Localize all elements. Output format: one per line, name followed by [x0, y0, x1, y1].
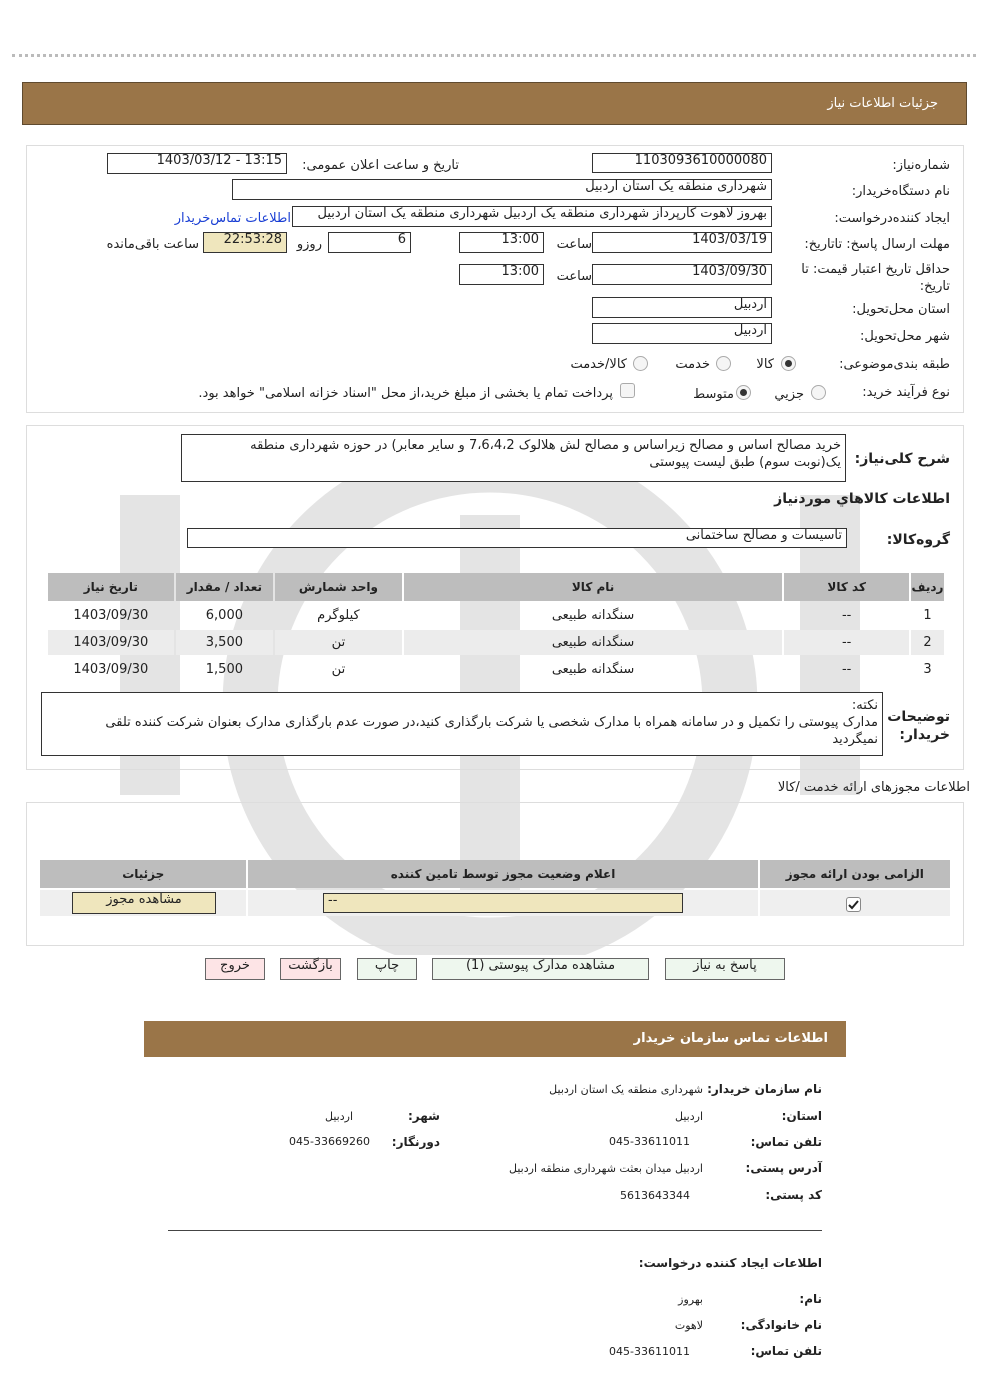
cell-date: 1403/09/30	[48, 630, 174, 655]
permit-status-header: اعلام وضعیت مجوز توسط تامین کننده	[248, 860, 757, 888]
cell-row: 3	[923, 662, 932, 677]
category-service-radio[interactable]	[716, 356, 731, 371]
buyer-contact-link[interactable]: اطلاعات تماس‌خریدار	[174, 211, 291, 226]
need-number-label: شماره‌نیاز:	[892, 158, 950, 173]
remaining-time-field: 22:53:28	[203, 232, 287, 253]
goods-table-header	[48, 573, 944, 601]
buyer-notes-label-line-2: خریدار:	[899, 727, 950, 743]
permit-status-field: --	[323, 893, 683, 913]
description-field	[181, 434, 846, 482]
permit-required-header: الزامی بودن ارائه مجوز	[760, 860, 950, 888]
validity-time-label: ساعت	[556, 269, 592, 284]
table-row	[48, 603, 944, 628]
creator-family-value: لاهوت	[674, 1319, 703, 1332]
announce-label: تاریخ و ساعت اعلان عمومی:	[302, 158, 459, 173]
col-qty-header: تعداد / مقدار	[176, 573, 274, 601]
process-medium-radio[interactable]	[736, 385, 751, 400]
checkmark-icon	[847, 898, 860, 911]
creator-label: ایجاد کننده‌درخواست:	[834, 211, 950, 226]
col-code-header: کد کالا	[784, 573, 909, 601]
creator-field: بهروز لاهوت کارپرداز شهرداری منطقه یک اردبیل شهرداری منطقه یک استان اردبیل	[292, 206, 772, 227]
cell-row: 1	[923, 608, 932, 623]
table-row	[48, 630, 944, 655]
creator-phone-label: تلفن تماس:	[750, 1344, 822, 1358]
col-date-header: تاریخ نیاز	[48, 573, 174, 601]
col-name-header: نام کالا	[404, 573, 783, 601]
validity-date-field: 1403/09/30	[592, 264, 772, 285]
cell-name: سنگدانه طبیعی	[551, 662, 635, 677]
cell-name: سنگدانه طبیعی	[551, 608, 635, 623]
buyer-notes-line-3: نمیگردید	[832, 732, 878, 747]
page-title: جزئیات اطلاعات نیاز	[827, 96, 938, 111]
contact-city-label: شهر:	[408, 1109, 440, 1123]
process-minor-radio[interactable]	[811, 385, 826, 400]
cell-unit: کیلوگرم	[317, 608, 360, 623]
contact-fax-label: دورنگار:	[391, 1135, 440, 1149]
validity-time-field: 13:00	[459, 264, 544, 285]
exit-button[interactable]: خروج	[205, 958, 265, 980]
contact-divider	[168, 1230, 822, 1231]
col-unit-header: واحد شمارش	[275, 573, 402, 601]
cell-row: 2	[911, 630, 944, 655]
cell-date: 1403/09/30	[73, 662, 149, 677]
process-minor-label: جزيي	[774, 387, 804, 402]
contact-org-value: شهرداری منطقه یک استان اردبیل	[549, 1083, 703, 1096]
validity-label: حداقل تاریخ اعتبار قیمت: تا تاریخ:	[801, 262, 950, 294]
deadline-time-field: 13:00	[459, 232, 544, 253]
goods-table	[46, 571, 946, 684]
contact-fax-value: 045-33669260	[289, 1135, 370, 1148]
goods-info-title: اطلاعات کالاهاي مورد‌نیاز	[774, 491, 950, 507]
view-permit-button[interactable]: مشاهده مجوز	[72, 892, 216, 914]
contact-phone-label: تلفن تماس:	[750, 1135, 822, 1149]
cell-qty: 6,000	[205, 608, 243, 623]
deadline-time-label: ساعت	[556, 237, 592, 252]
province-field: اردبیل	[592, 297, 772, 318]
deadline-date-field: 1403/03/19	[592, 232, 772, 253]
cell-unit: تن	[275, 630, 402, 655]
buyer-notes-line-1: نکته:	[851, 698, 878, 713]
contact-postal-label: کد پستی:	[765, 1188, 822, 1202]
back-button[interactable]: بازگشت	[280, 958, 341, 980]
description-line-2: یک(نوبت سوم) طبق لیست پیوستی	[649, 455, 841, 470]
creator-phone-value: 045-33611011	[609, 1345, 690, 1358]
description-line-1: خرید مصالح اساس و مصالح زیراساس و مصالح لش هلالوک 7،6،4،2 و سایر معابر) در حوزه شهرداری منطقه	[250, 438, 841, 453]
contact-phone-value: 045-33611011	[609, 1135, 690, 1148]
treasury-payment-checkbox[interactable]	[620, 383, 635, 398]
permits-title: اطلاعات مجوزهای ارائه خدمت /کالا	[777, 780, 970, 795]
announce-field: 1403/03/12 - 13:15	[107, 153, 287, 174]
creator-info-title: اطلاعات ایجاد کننده درخواست:	[638, 1256, 822, 1270]
process-label: نوع فرآیند خرید:	[862, 385, 950, 400]
city-field: اردبیل	[592, 323, 772, 344]
remaining-label: ساعت باقی‌مانده	[106, 237, 199, 252]
province-label: استان محل‌تحویل:	[852, 302, 950, 317]
contact-org-label: نام سازمان خریدار:	[707, 1082, 822, 1096]
cell-code: --	[784, 630, 909, 655]
reply-button[interactable]: پاسخ به نیاز	[665, 958, 785, 980]
deadline-label: مهلت ارسال پاسخ: تاتاریخ:	[804, 237, 950, 252]
contact-address-label: آدرس پستی:	[745, 1161, 822, 1175]
treasury-payment-note: پرداخت تمام یا بخشی از مبلغ خرید،از محل "اسناد خزانه اسلامی" خواهد بود.	[198, 386, 613, 401]
cell-unit: تن	[331, 662, 346, 677]
creator-name-label: نام:	[799, 1292, 822, 1306]
process-medium-label: متوسط	[693, 387, 734, 402]
buyer-notes-label-line-1: توضیحات	[887, 709, 950, 725]
goods-group-label: گروه‌کالا:	[886, 532, 950, 548]
contact-province-value: اردبیل	[675, 1110, 703, 1123]
contact-title: اطلاعات تماس سازمان خریدار	[633, 1031, 828, 1046]
buyer-notes-field	[41, 692, 883, 756]
print-button[interactable]: چاپ	[357, 958, 417, 980]
col-row-header: ردیف	[911, 573, 944, 601]
permits-table-header	[40, 860, 950, 888]
buyer-notes-line-2: مدارک پیوستی را تکمیل و در سامانه همراه با مدارک شخصی یا شرکت بارگذاری کنید،در صورت عدم بارگذاری مدارک بعنوان شرکت کننده تلقی	[105, 715, 878, 730]
view-attachments-button[interactable]: مشاهده مدارک پیوستی (1)	[432, 958, 649, 980]
creator-family-label: نام خانوادگی:	[740, 1318, 822, 1332]
permit-details-header: جزئیات	[40, 860, 246, 888]
table-row	[48, 657, 944, 682]
contact-address-value: اردبیل میدان بعثت شهرداری منطقه اردبیل	[509, 1162, 703, 1175]
city-label: شهر محل‌تحویل:	[860, 329, 950, 344]
description-label: شرح کلی‌نیاز:	[854, 451, 950, 467]
buyer-notes-label	[887, 708, 950, 744]
creator-name-value: بهروز	[678, 1293, 703, 1306]
contact-title-bar	[144, 1021, 846, 1057]
category-both-label: کالا/خدمت	[570, 357, 627, 372]
top-divider	[12, 54, 976, 57]
category-service-label: خدمت	[675, 357, 710, 372]
cell-date: 1403/09/30	[73, 608, 149, 623]
cell-qty: 1,500	[205, 662, 243, 677]
contact-postal-value: 5613643344	[620, 1189, 690, 1202]
cell-name: سنگدانه طبیعی	[404, 630, 783, 655]
buyer-org-field: شهرداری منطقه یک استان اردبیل	[232, 179, 772, 200]
page-title-bar	[22, 82, 967, 125]
cell-code: --	[841, 662, 852, 677]
contact-province-label: استان:	[781, 1109, 822, 1123]
category-goods-label: کالا	[756, 357, 774, 372]
goods-group-field: تاسیسات و مصالح ساختمانی	[187, 528, 847, 548]
cell-qty: 3,500	[176, 630, 274, 655]
contact-city-value: اردبیل	[325, 1110, 353, 1123]
category-goods-radio[interactable]	[781, 356, 796, 371]
category-label: طبقه بندی‌موضوعی:	[839, 357, 950, 372]
buyer-org-label: نام دستگاه‌خریدار:	[851, 184, 950, 199]
need-number-field: 1103093610000080	[592, 153, 772, 173]
permit-required-checkbox	[846, 897, 861, 912]
cell-code: --	[841, 608, 852, 623]
days-label: روزو	[296, 237, 322, 252]
category-both-radio[interactable]	[633, 356, 648, 371]
days-field: 6	[328, 232, 411, 253]
